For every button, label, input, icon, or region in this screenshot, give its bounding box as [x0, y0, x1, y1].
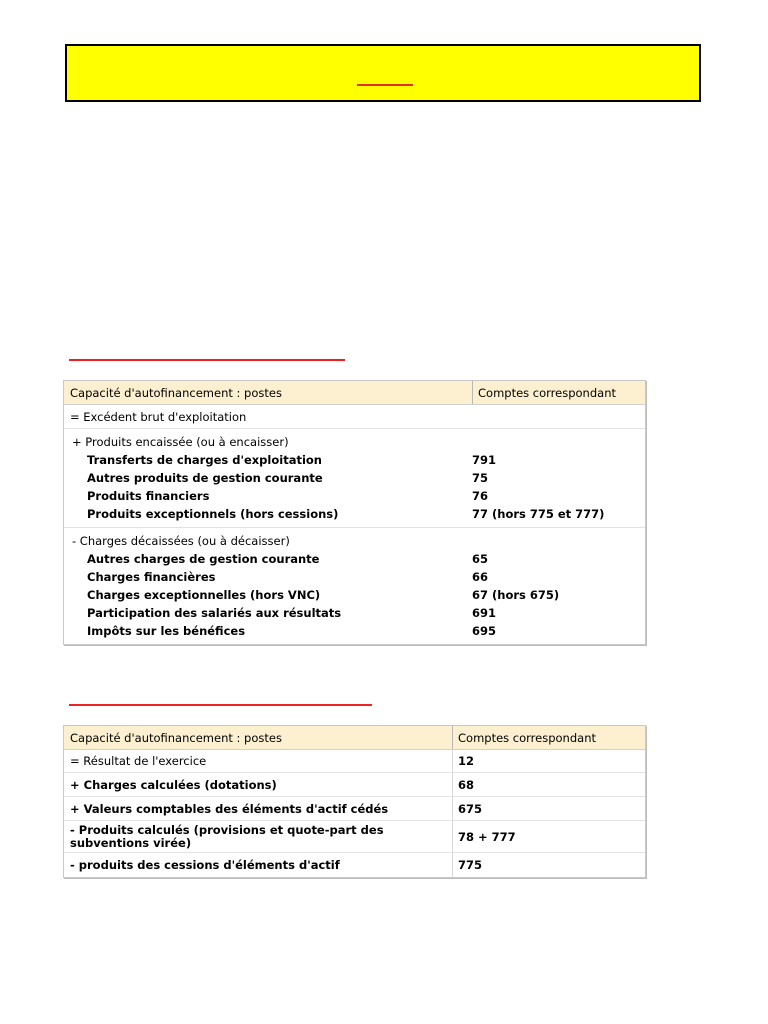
row-account: 78 + 777 [452, 821, 645, 852]
table-row [64, 821, 645, 853]
row-label: - Produits calculés (provisions et quote-part des subventions virée) [70, 822, 384, 850]
table-row [64, 405, 645, 429]
section-rule-1 [69, 359, 345, 361]
header-postes: Capacité d'autofinancement : postes [70, 730, 282, 745]
caf-table-subtractive [63, 725, 646, 878]
item-account: 75 [472, 471, 489, 485]
section-rule-2 [69, 704, 372, 706]
banner-underline [357, 84, 413, 86]
item-label: Charges financières [87, 570, 216, 584]
row-account: 675 [452, 797, 645, 820]
table-row [64, 750, 645, 773]
list-item [64, 487, 645, 505]
item-account: 695 [472, 624, 497, 638]
item-account: 66 [472, 570, 489, 584]
row-label: + Valeurs comptables des éléments d'actif cédés [70, 801, 389, 816]
item-label: Transferts de charges d'exploitation [87, 453, 322, 467]
produits-section [64, 429, 645, 528]
item-account: 65 [472, 552, 489, 566]
item-label: Produits financiers [87, 489, 210, 503]
row-account: 68 [452, 773, 645, 796]
header-postes: Capacité d'autofinancement : postes [70, 385, 282, 400]
item-label: Charges exceptionnelles (hors VNC) [87, 588, 321, 602]
item-label: Impôts sur les bénéfices [87, 624, 246, 638]
item-account: 791 [472, 453, 497, 467]
item-account: 67 (hors 675) [472, 588, 560, 602]
table-header [64, 726, 645, 750]
caf-table-additive [63, 380, 646, 645]
table-row [64, 853, 645, 877]
list-item [64, 451, 645, 469]
list-item [64, 550, 645, 568]
item-label: Autres produits de gestion courante [87, 471, 323, 485]
item-account: 77 (hors 775 et 777) [472, 507, 605, 521]
list-item [64, 604, 645, 622]
item-label: Produits exceptionnels (hors cessions) [87, 507, 339, 521]
table-row [64, 773, 645, 797]
item-account: 76 [472, 489, 489, 503]
table-row [64, 797, 645, 821]
charges-title: - Charges décaissées (ou à décaisser) [72, 534, 290, 548]
header-comptes: Comptes correspondant [452, 726, 645, 749]
item-label: Autres charges de gestion courante [87, 552, 320, 566]
item-account: 691 [472, 606, 497, 620]
row-account: 775 [452, 853, 645, 877]
title-banner [65, 44, 701, 102]
list-item [64, 469, 645, 487]
charges-section [64, 528, 645, 644]
produits-title: + Produits encaissée (ou à encaisser) [72, 435, 289, 449]
row-account: 12 [452, 750, 645, 772]
ebe-label: = Excédent brut d'exploitation [70, 409, 247, 424]
table-header [64, 381, 645, 405]
list-item [64, 586, 645, 604]
row-label: + Charges calculées (dotations) [70, 777, 277, 792]
row-label: = Résultat de l'exercice [70, 754, 207, 768]
list-item [64, 505, 645, 523]
list-item [64, 622, 645, 640]
item-label: Participation des salariés aux résultats [87, 606, 342, 620]
list-item [64, 568, 645, 586]
row-label: - produits des cessions d'éléments d'actif [70, 858, 340, 872]
header-comptes: Comptes correspondant [472, 381, 645, 404]
